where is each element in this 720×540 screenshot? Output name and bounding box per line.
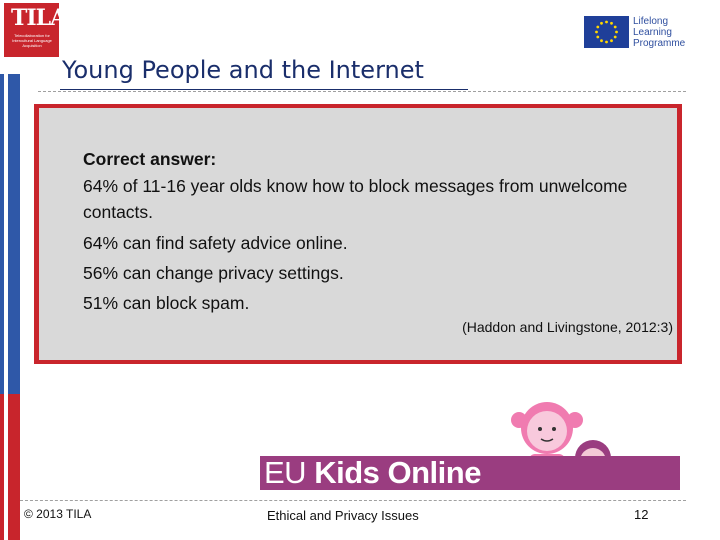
answer-box-body [39, 108, 677, 360]
eu-kids-online-logo [264, 455, 481, 491]
eu-flag-icon [584, 16, 629, 48]
left-accent-bar-red [0, 394, 20, 540]
eu-kids-online-word-kids: Kids Online [314, 455, 481, 490]
footer-topic: Ethical and Privacy Issues [267, 508, 419, 523]
answer-heading: Correct answer: [83, 149, 217, 169]
llp-logo-text [633, 16, 685, 49]
eu-kids-online-word-eu: EU [264, 455, 307, 490]
answer-box [34, 104, 682, 364]
llp-line-2: Learning [633, 27, 672, 38]
answer-content [83, 145, 643, 317]
page-number: 12 [634, 507, 649, 522]
title-underline [60, 89, 468, 90]
header-divider [38, 91, 686, 92]
footer-copyright: © 2013 TILA [24, 507, 92, 521]
tila-logo-wordmark: TILA [11, 5, 67, 31]
eu-kids-online-banner [260, 456, 680, 490]
answer-line-1: 64% of 11-16 year olds know how to block messages from unwelcome contacts. [83, 176, 628, 222]
answer-line-2: 64% can find safety advice online. [83, 233, 348, 253]
llp-line-3: Programme [633, 38, 686, 49]
llp-line-1: Lifelong [633, 16, 669, 27]
left-accent-bar-blue [0, 74, 20, 394]
footer-divider [20, 500, 686, 501]
left-accent-stripe [4, 74, 8, 540]
page-title: Young People and the Internet [62, 56, 424, 84]
tila-logo-subtitle: Telecollaboration for Intercultural Language Acquisition [12, 33, 52, 48]
answer-line-4: 51% can block spam. [83, 293, 250, 313]
answer-line-3: 56% can change privacy settings. [83, 263, 344, 283]
tila-logo [4, 3, 67, 57]
citation: (Haddon and Livingstone, 2012:3) [462, 319, 673, 335]
